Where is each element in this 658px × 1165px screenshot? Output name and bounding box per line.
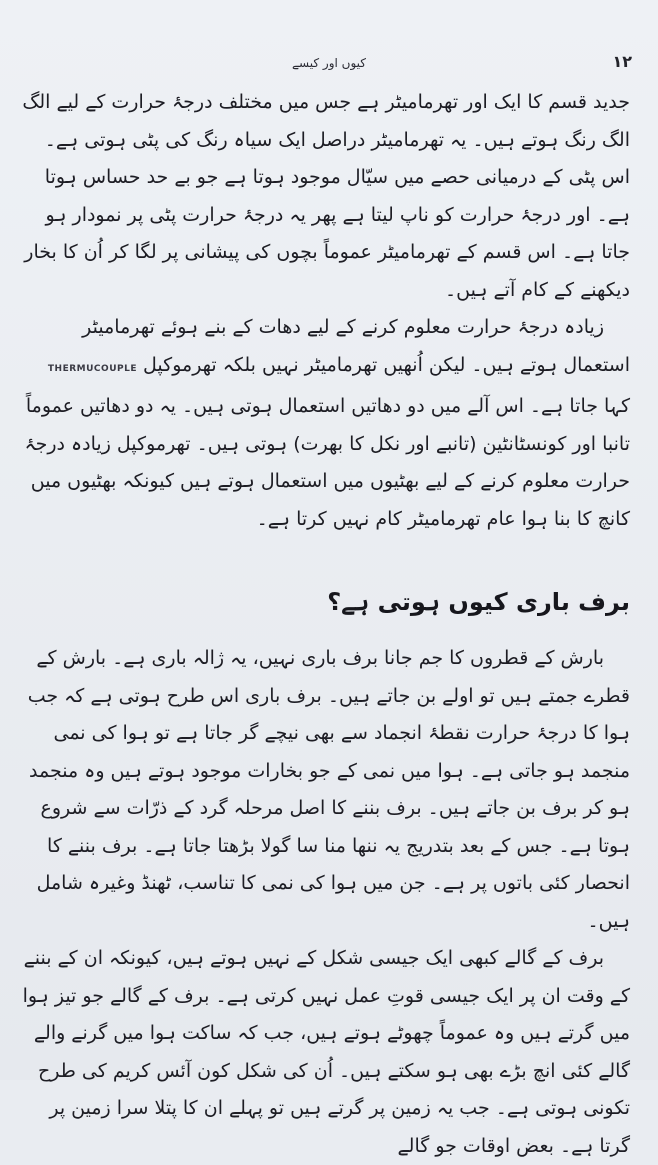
section-heading-snowfall: برف باری کیوں ہوتی ہے؟ [327,588,630,616]
paragraph-color-thermometer: جدید قسم کا ایک اور تھرمامیٹر ہے جس میں مختلف درجۂ حرارت کے لیے الگ الگ رنگ ہوتے ہیں۔ یہ تھرمامیٹر دراصل ایک سیاہ رنگ کی پٹی ہوتی ہے۔ اس پٹی کے درمیانی حصے میں سیّال موجود ہوتا ہے جو بے حد حساس ہوتا ہے۔ اور درجۂ حرارت کو ناپ لیتا ہے پھر یہ درجۂ حرارت پٹی پر نمودار ہو جاتا ہے۔ اس قسم کے تھرمامیٹر عموماً بچوں کی پیشانی پر لگا کر اُن کا بخار دیکھنے کے کام آتے ہیں۔ [22,91,630,301]
thermocouple-text-after: کہا جاتا ہے۔ اس آلے میں دو دھاتیں استعمال ہوتی ہیں۔ یہ دو دھاتیں عموماً تانبا اور کونسٹانٹین (تانبے اور نکل کا بھرت) ہوتی ہیں۔ تھرموکپل زیادہ درجۂ حرارت معلوم کرنے کے لیے بھٹیوں میں استعمال ہوتے ہیں کیونکہ بھٹیوں میں کانچ کا بنا ہوا عام تھرمامیٹر کام نہیں کرتا ہے۔ [24,395,630,530]
page-number: ١٢ [612,52,632,71]
paragraph-thermocouple [22,309,630,538]
thermocouple-english-term: THERMUCOUPLE [47,363,137,374]
thermocouple-text-before: زیادہ درجۂ حرارت معلوم کرنے کے لیے دھات کے بنے ہوئے تھرمامیٹر استعمال ہوتے ہیں۔ لیکن اُنھیں تھرمامیٹر نہیں بلکہ تھرموکپل [82,316,630,376]
paragraph-snowflakes: برف کے گالے کبھی ایک جیسی شکل کے نہیں ہوتے ہیں، کیونکہ ان کے بننے کے وقت ان پر ایک جیسی قوتِ عمل نہیں کرتی ہے۔ برف کے گالے جو تیز ہوا میں گرتے ہیں وہ عموماً چھوٹے ہوتے ہیں، جب کہ ساکت ہوا میں گرنے والے گالے کئی انچ بڑے بھی ہو سکتے ہیں۔ اُن کی شکل کون آئس کریم کی طرح تکونی ہوتی ہے۔ جب یہ زمین پر گرتے ہیں تو پہلے ان کا پتلا سرا زمین پر گرتا ہے۔ بعض اوقات جو گالے [22,947,630,1157]
section-snowfall [22,640,630,1165]
section-thermometers [22,84,630,538]
paragraph-snow-formation: بارش کے قطروں کا جم جانا برف باری نہیں، یہ ژالہ باری ہے۔ بارش کے قطرے جمتے ہیں تو اولے بن جاتے ہیں۔ برف باری اس طرح ہوتی ہے کہ جب ہوا کا درجۂ حرارت نقطۂ انجماد سے بھی نیچے گر جاتا ہے تو ہوا کی نمی منجمد ہو جاتی ہے۔ ہوا میں نمی کے جو بخارات موجود ہوتے ہیں وہ منجمد ہو کر برف بن جاتے ہیں۔ برف بننے کا اصل مرحلہ گرد کے ذرّات سے شروع ہوتا ہے۔ جس کے بعد بتدریج یہ ننھا منا سا گولا بڑھتا جاتا ہے۔ برف بننے کا انحصار کئی باتوں پر ہے۔ جن میں ہوا کی نمی کا تناسب، ٹھنڈ وغیرہ شامل ہیں۔ [27,647,630,932]
running-title: کیوں اور کیسے [292,56,366,70]
